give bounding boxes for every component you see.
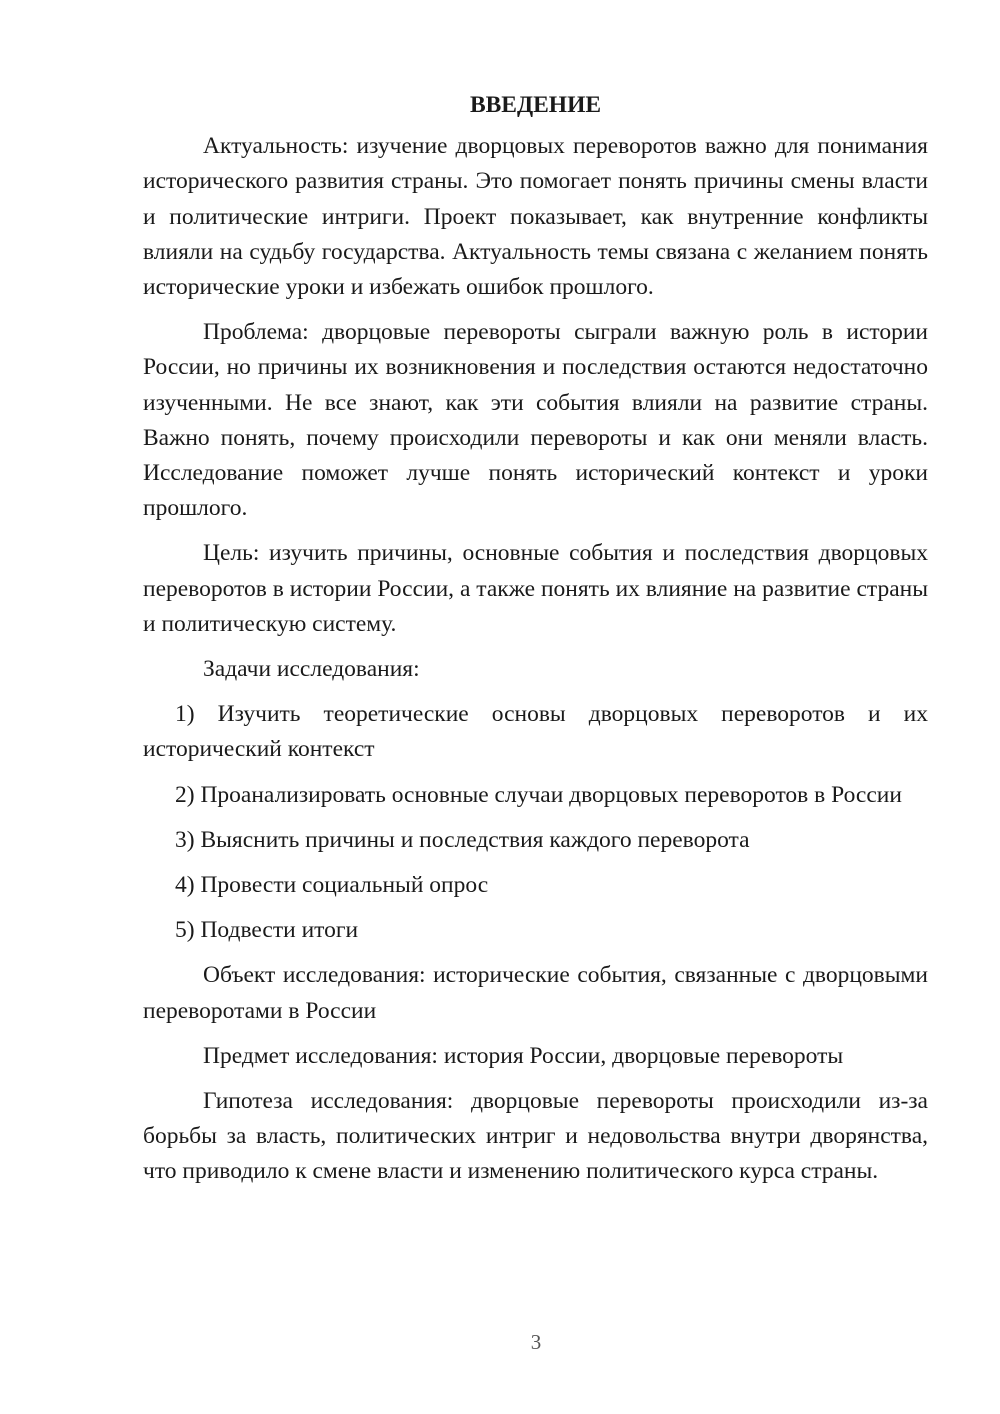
- goal-paragraph: Цель: изучить причины, основные события и последствия дворцовых переворотов в истории России, а также понять их влияние на развитие страны и политическую систему.: [143, 540, 928, 637]
- subject-paragraph: Предмет исследования: история России, дворцовые перевороты: [203, 1042, 844, 1069]
- page-content: [143, 88, 928, 1200]
- problem-paragraph: Проблема: дворцовые перевороты сыграли важную роль в истории России, но причины их возникновения и последствия остаются недостаточно изученными. Не все знают, как эти события влияли на развитие страны. Важно понять, почему происходили перевороты и как они меняли власть. Исследование поможет лучше понять исторический контекст и уроки прошлого.: [143, 319, 928, 522]
- task-item-2: 2) Проанализировать основные случаи дворцовых переворотов в России: [175, 781, 902, 808]
- relevance-paragraph: Актуальность: изучение дворцовых переворотов важно для понимания исторического развития страны. Это помогает понять причины смены власти и политические интриги. Проект показывает, как внутренние конфликты влияли на судьбу государства. Актуальность темы связана с желанием понять исторические уроки и избежать ошибок прошлого.: [143, 133, 928, 301]
- hypothesis-paragraph: Гипотеза исследования: дворцовые перевороты происходили из-за борьбы за власть, политических интриг и недовольства внутри дворянства, что приводило к смене власти и изменению политического курса страны.: [143, 1088, 928, 1185]
- section-title: ВВЕДЕНИЕ: [469, 92, 602, 118]
- object-paragraph: Объект исследования: исторические события, связанные с дворцовыми переворотами в России: [143, 962, 928, 1024]
- page-number: 3: [530, 1330, 542, 1354]
- task-item-1: 1) Изучить теоретические основы дворцовых переворотов и их исторический контекст: [143, 701, 928, 763]
- tasks-heading: Задачи исследования:: [203, 656, 420, 683]
- task-item-4: 4) Провести социальный опрос: [175, 872, 489, 899]
- task-item-5: 5) Подвести итоги: [175, 917, 359, 944]
- task-item-3: 3) Выяснить причины и последствия каждого переворота: [175, 826, 750, 853]
